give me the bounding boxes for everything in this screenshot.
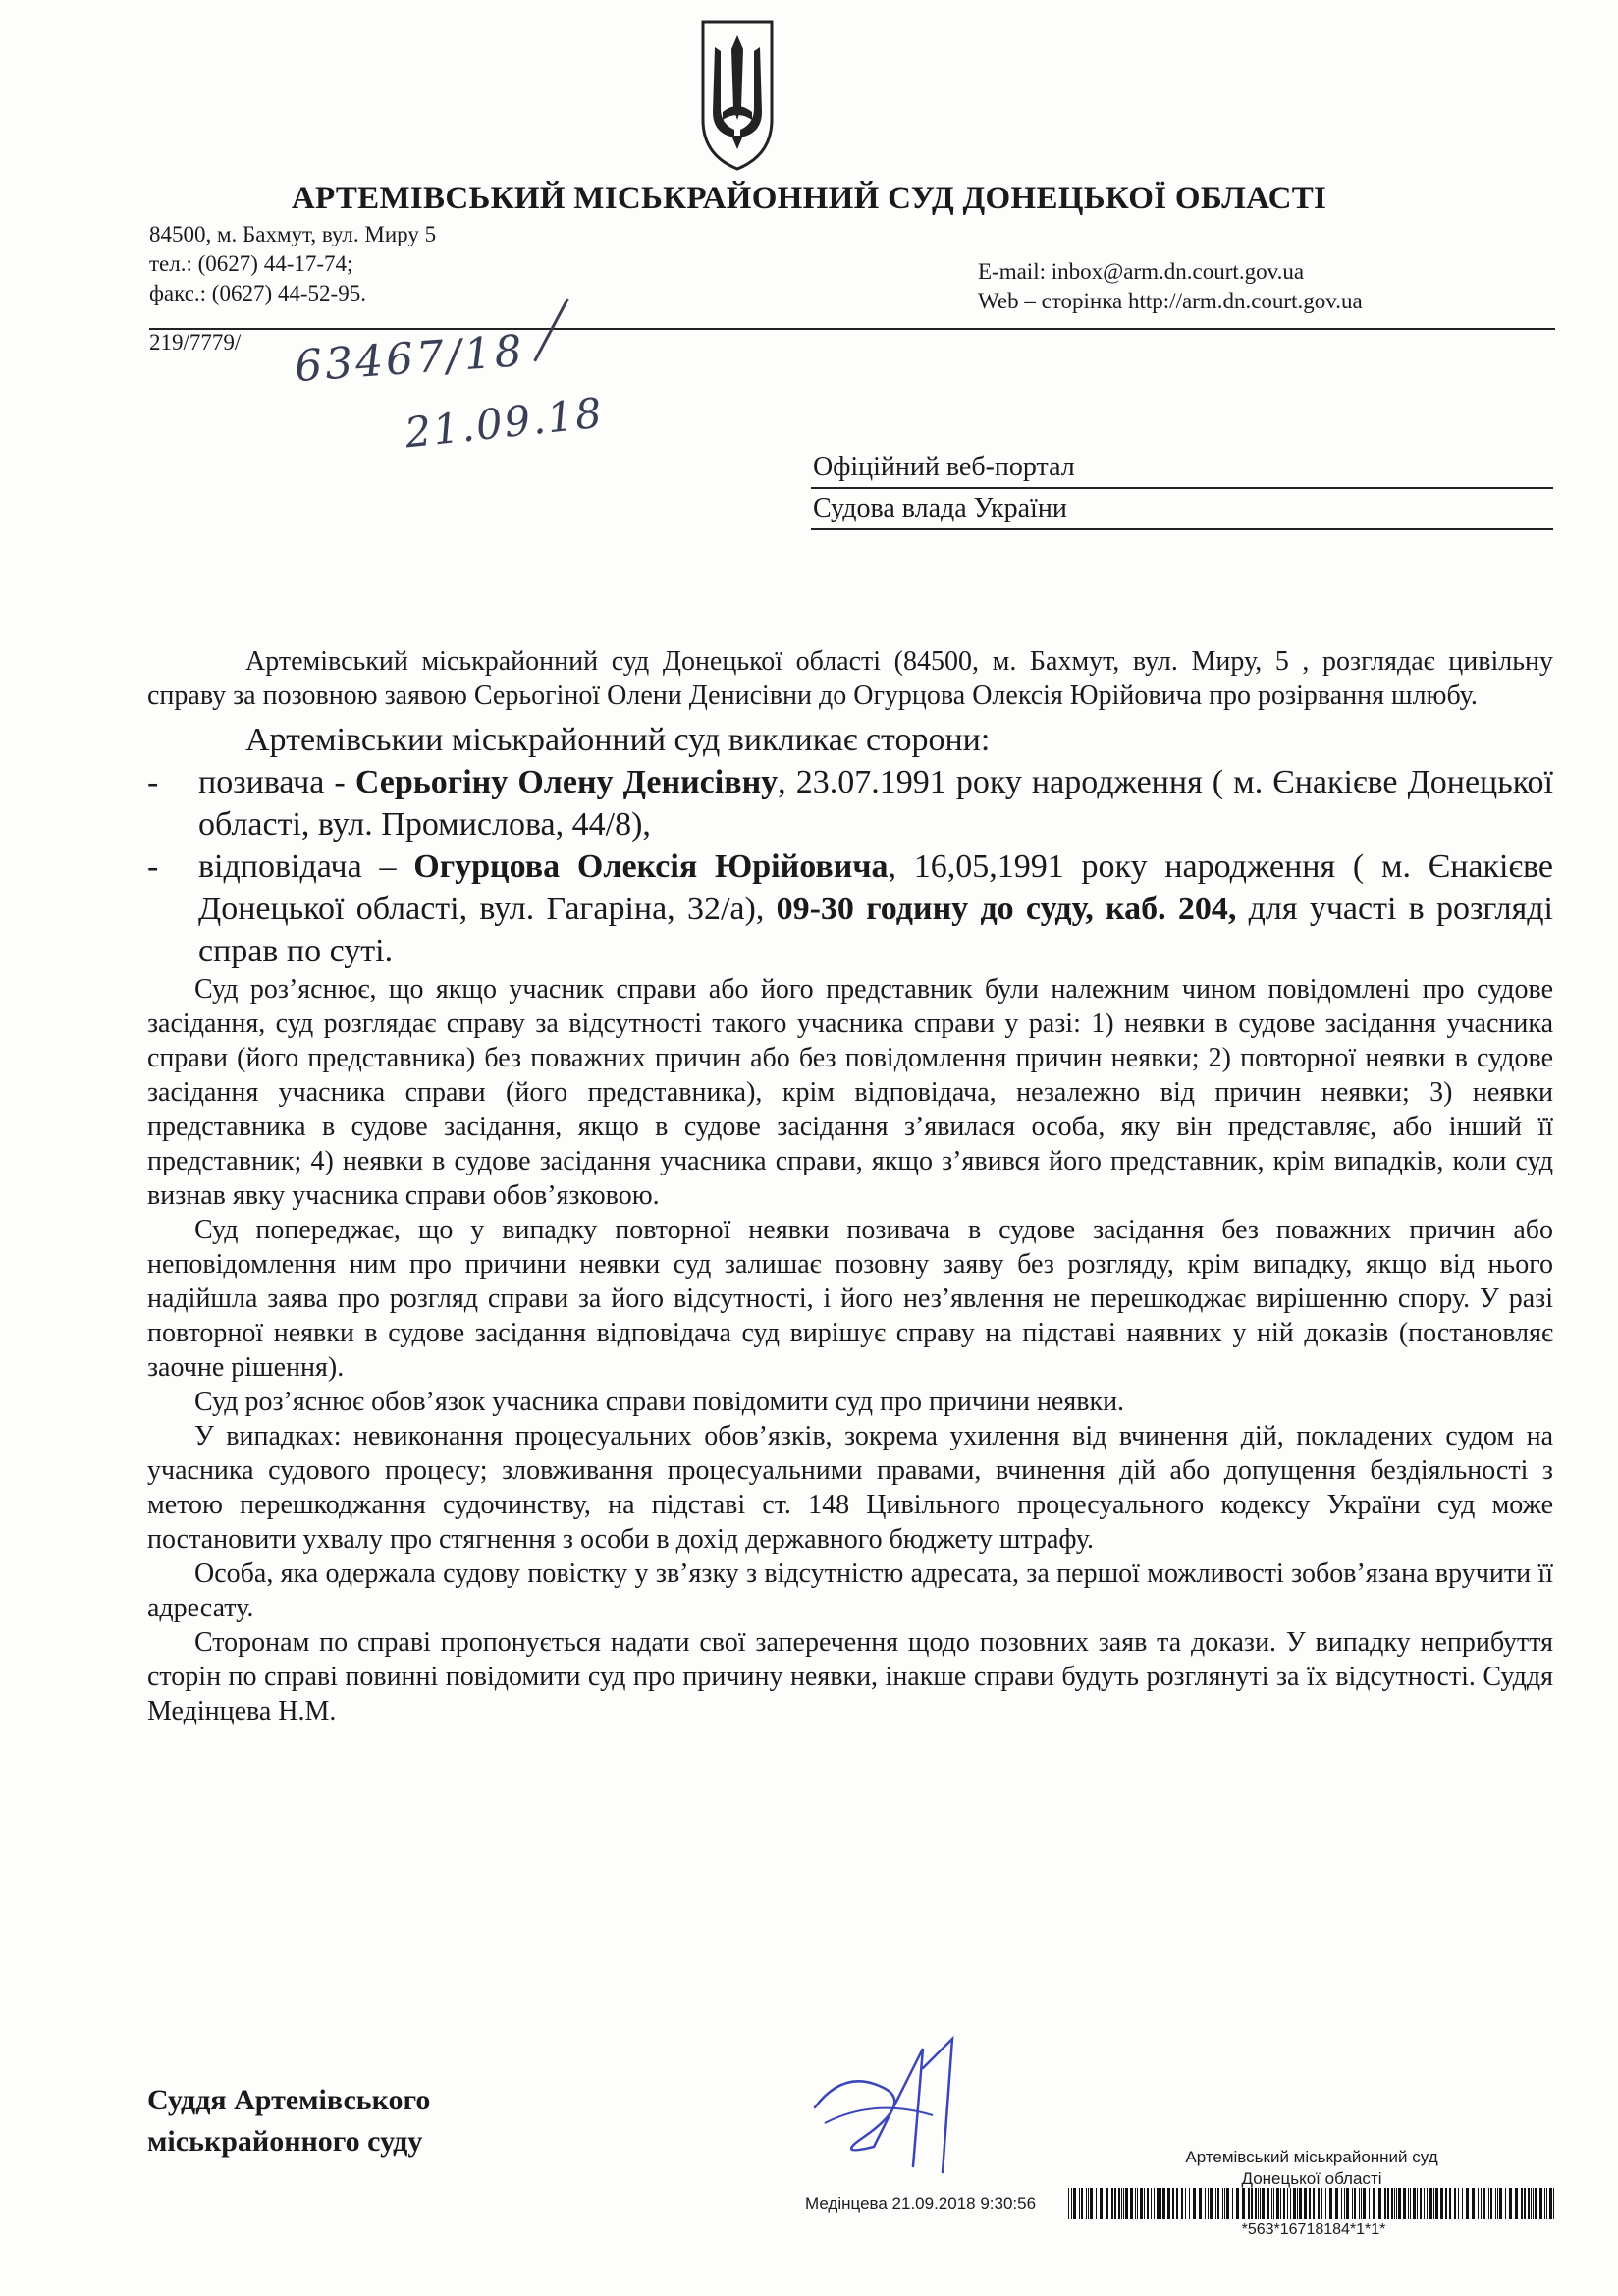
handwritten-signature: [805, 2029, 1001, 2176]
barcode-bar: [1147, 2188, 1149, 2219]
court-address: 84500, м. Бахмут, вул. Миру 5: [149, 222, 437, 246]
court-email: E-mail: inbox@arm.dn.court.gov.ua: [978, 259, 1305, 284]
barcode-bar: [1344, 2188, 1345, 2219]
barcode-bar: [1144, 2188, 1145, 2219]
clarification-paragraph: Суд роз’яснює, що якщо учасник справи або його представник були належним чином повідомлені про судове засідання, суд розглядає справу за відсутності такого учасника справи у разі: 1) неявки в судове засідання учасника справи (його представника) без поважних причин або без повідомлення причин неявки; 2) повторної неявки в судове засідання учасника справи (його представника), крім відповідача, незалежно від причин неявки; 3) неявки представника в судове засідання, якщо в судове засідання з’явилася особа, яку він представляє, або інший її представник; 4) неявки в судове засідання учасника справи, якщо з’явився його представник, крім випадків, коли суд визнав явку учасника справи обов’язковою.: [147, 974, 1553, 1211]
barcode-bar: [1429, 2188, 1432, 2219]
barcode-bar: [1361, 2188, 1362, 2219]
barcode-bar: [1114, 2188, 1116, 2219]
barcode-bar: [1515, 2188, 1518, 2219]
barcode-bar: [1378, 2188, 1381, 2219]
barcode-bar: [1106, 2188, 1108, 2219]
warning-paragraph: Суд попереджає, що у випадку повторної неявки позивача в судове засідання без поважних причин або неповідомлення ним про причини неявки суд залишає позовну заяву без розгляду, крім випадку, якщо від нього надійшла заява про розгляд справи за його відсутності, і його нез’явлення не перешкоджає вирішенню спору. У разі повторної неявки в судове засідання відповідача суд вирішує справу на підставі наявних у ній доказів (постановляє заочне рішення).: [147, 1215, 1553, 1383]
e-signature-court-stamp: [1125, 2147, 1498, 2190]
barcode-bar: [1154, 2188, 1155, 2219]
barcode-bar: [1222, 2188, 1223, 2219]
barcode-bar: [1497, 2188, 1498, 2219]
stamp-court-line-1: Артемівський міськрайонний суд: [1185, 2148, 1438, 2166]
barcode-bar: [1189, 2188, 1190, 2219]
barcode-bar: [1313, 2188, 1315, 2219]
barcode-bar: [1100, 2188, 1103, 2219]
hearing-time: 09-30 годину до суду, каб. 204,: [776, 891, 1237, 927]
judge-signature-label: [147, 2080, 430, 2162]
barcode-bar: [1309, 2188, 1311, 2219]
barcode-bar: [1205, 2188, 1206, 2219]
barcode-bar: [1546, 2188, 1547, 2219]
notice-body: [147, 644, 1553, 1728]
barcode-bar: [1394, 2188, 1395, 2219]
barcode-bar: [1118, 2188, 1120, 2219]
barcode-bar: [1199, 2188, 1202, 2219]
judge-title-line-2: міськрайонного суду: [147, 2125, 423, 2158]
barcode-bar: [1242, 2188, 1245, 2219]
handwritten-date: 21.09.18: [402, 388, 607, 458]
barcode-bar: [1417, 2188, 1418, 2219]
barcode-bar: [1318, 2188, 1320, 2219]
barcode-bar: [1226, 2188, 1229, 2219]
barcode-bar: [1090, 2188, 1093, 2219]
barcode-bar: [1539, 2188, 1542, 2219]
barcode-bar: [1346, 2188, 1349, 2219]
barcode-bar: [1531, 2188, 1532, 2219]
barcode-bar: [1427, 2188, 1428, 2219]
barcode-bar: [1373, 2188, 1375, 2219]
barcode-bar: [1079, 2188, 1080, 2219]
party-plaintiff-text: [198, 761, 1553, 846]
barcode-bar: [1208, 2188, 1209, 2219]
barcode-bar: [1162, 2188, 1165, 2219]
defendant-details: , 16,05,1991 року народження ( м. Єнакієве Донецької області, вул. Гагаріна, 32/а),: [198, 848, 1553, 927]
barcode-bar: [1271, 2188, 1272, 2219]
court-phone: тел.: (0627) 44-17-74;: [149, 251, 353, 276]
barcode-bar: [1185, 2188, 1186, 2219]
barcode-bar: [1449, 2188, 1451, 2219]
barcode-bar: [1125, 2188, 1128, 2219]
barcode-bar: [1283, 2188, 1285, 2219]
barcode-bar: [1549, 2188, 1552, 2219]
barcode-bar: [1273, 2188, 1274, 2219]
barcode-bar: [1068, 2188, 1069, 2219]
barcode-bar: [1445, 2188, 1447, 2219]
barcode-bar: [1329, 2188, 1332, 2219]
barcode-bar: [1325, 2188, 1326, 2219]
barcode-bar: [1258, 2188, 1259, 2219]
barcode-bar: [1111, 2188, 1113, 2219]
barcode-bar: [1157, 2188, 1160, 2219]
barcode-bar: [1403, 2188, 1406, 2219]
party-role: відповідача –: [198, 848, 414, 885]
barcode-bar: [1135, 2188, 1136, 2219]
barcode-bar: [1267, 2188, 1269, 2219]
barcode-bar: [1181, 2188, 1183, 2219]
barcode-bar: [1363, 2188, 1366, 2219]
barcode-bar: [1193, 2188, 1196, 2219]
header-divider: [149, 328, 1555, 330]
barcode-bar: [1151, 2188, 1152, 2219]
barcode-bar: [1335, 2188, 1338, 2219]
barcode-bar: [1410, 2188, 1411, 2219]
barcode-bar: [1086, 2188, 1087, 2219]
party-role: позивача -: [198, 764, 355, 800]
barcode-bar: [1490, 2188, 1492, 2219]
delivery-paragraph: Особа, яка одержала судову повістку у зв’язку з відсутністю адресата, за першої можливості зобов’язана вручити її адресату.: [147, 1558, 1553, 1623]
coat-of-arms-emblem: [699, 18, 776, 173]
barcode-bar: [1081, 2188, 1083, 2219]
party-defendant: [147, 846, 1553, 972]
outgoing-reference-number: 219/7779/: [149, 330, 242, 355]
barcode-bar: [1505, 2188, 1506, 2219]
barcode-bar: [1341, 2188, 1342, 2219]
defendant-name: Огурцова Олексія Юрійовича: [413, 848, 889, 885]
barcode-bar: [1287, 2188, 1288, 2219]
plaintiff-details: , 23.07.1991 року народження ( м. Єнакієве Донецької області, вул. Промислова, 44/8),: [198, 764, 1553, 843]
barcode-bar: [1499, 2188, 1502, 2219]
barcode-bar: [1391, 2188, 1393, 2219]
barcode-bar: [1297, 2188, 1298, 2219]
handwritten-reference-number: 63467/18: [293, 325, 527, 393]
barcode-bar: [1251, 2188, 1253, 2219]
addressee-line-1: Офіційний веб-портал: [811, 448, 1553, 489]
barcode-bar: [1167, 2188, 1170, 2219]
barcode-bar: [1215, 2188, 1216, 2219]
barcode-bar: [1481, 2188, 1482, 2219]
barcode-bar: [1509, 2188, 1512, 2219]
barcode-bar: [1435, 2188, 1438, 2219]
court-title: АРТЕМІВСЬКИЙ МІСЬКРАЙОННИЙ СУД ДОНЕЦЬКОЇ ОБЛАСТІ: [291, 181, 1327, 216]
barcode-bar: [1488, 2188, 1489, 2219]
barcode-bar: [1130, 2188, 1133, 2219]
addressee-block: [811, 448, 1553, 530]
barcode-bar: [1420, 2188, 1422, 2219]
intro-paragraph: Артемівський міськрайонний суд Донецької області (84500, м. Бахмут, вул. Миру, 5 , розглядає цивільну справу за позовною заявою Серьогіної Олени Денисівни до Огурцова Олексія Юрійовича про розірвання шлюбу.: [147, 646, 1553, 711]
barcode-bar: [1352, 2188, 1353, 2219]
party-defendant-text: [198, 846, 1553, 972]
barcode-bar: [1248, 2188, 1250, 2219]
barcode-bar: [1293, 2188, 1296, 2219]
barcode-bar: [1172, 2188, 1174, 2219]
barcode-bar: [1210, 2188, 1213, 2219]
court-contacts-left: [149, 220, 436, 308]
barcode-bar: [1462, 2188, 1463, 2219]
barcode-bar: [1280, 2188, 1281, 2219]
barcode-bar: [1387, 2188, 1389, 2219]
judge-title-line-1: Суддя Артемівського: [147, 2084, 431, 2116]
barcode-bar: [1160, 2188, 1161, 2219]
barcode-bar: [1472, 2188, 1475, 2219]
barcode-bar: [1224, 2188, 1225, 2219]
barcode-bar: [1384, 2188, 1386, 2219]
obligation-paragraph: Суд роз’яснює обов’язок учасника справи повідомити суд про причини неявки.: [194, 1387, 1125, 1417]
barcode-bar: [1176, 2188, 1178, 2219]
barcode-bar: [1533, 2188, 1534, 2219]
barcode-bar: [1433, 2188, 1434, 2219]
barcode-bar: [1454, 2188, 1456, 2219]
barcode-bar: [1524, 2188, 1526, 2219]
e-signature-timestamp: Медінцева 21.09.2018 9:30:56: [805, 2194, 1037, 2213]
barcode-bar: [1137, 2188, 1138, 2219]
barcode-bar: [1553, 2188, 1554, 2219]
barcode-bar: [1440, 2188, 1443, 2219]
court-website: Web – сторінка http://arm.dn.court.gov.ua: [978, 289, 1363, 313]
barcode-bar: [1071, 2188, 1072, 2219]
barcode-bar: [1413, 2188, 1416, 2219]
barcode-bar: [1369, 2188, 1370, 2219]
barcode-bar: [1408, 2188, 1409, 2219]
summon-heading: Артемівськии міськрайонний суд викликає сторони:: [245, 722, 991, 758]
party-plaintiff: [147, 761, 1553, 846]
barcode-bar: [1140, 2188, 1143, 2219]
barcode-bar: [1096, 2188, 1097, 2219]
barcode-bar: [1535, 2188, 1537, 2219]
barcode-bar: [1073, 2188, 1076, 2219]
barcode-bar: [1521, 2188, 1523, 2219]
stamp-court-line-2: Донецької області: [1241, 2169, 1382, 2188]
barcode-bar: [1396, 2188, 1397, 2219]
barcode-bar: [1466, 2188, 1469, 2219]
barcode-bar: [1495, 2188, 1496, 2219]
plaintiff-name: Серьогіну Олену Денисівну: [354, 764, 779, 800]
barcode-bar: [1276, 2188, 1279, 2219]
court-contacts-right: [978, 257, 1363, 316]
barcode-bar: [1359, 2188, 1360, 2219]
barcode-bar: [1354, 2188, 1356, 2219]
closing-paragraph: Сторонам по справі пропонується надати свої заперечення щодо позовних заяв та докази. У випадку неприбуття сторін по справі повинні повідомити суд про причину неявки, інакше справи будуть розглянуті за їх відсутності. Суддя Медінцева Н.М.: [147, 1627, 1553, 1726]
list-dash: -: [147, 848, 159, 885]
barcode-bar: [1398, 2188, 1401, 2219]
barcode-bar: [1290, 2188, 1291, 2219]
barcode-bar: [1088, 2188, 1089, 2219]
barcode-bar: [1544, 2188, 1545, 2219]
list-dash: -: [147, 764, 159, 800]
barcode-bar: [1236, 2188, 1239, 2219]
barcode-bar: [1528, 2188, 1530, 2219]
addressee-line-2: Судова влада України: [811, 489, 1553, 530]
barcode-bar: [1321, 2188, 1322, 2219]
barcode-bar: [1217, 2188, 1219, 2219]
barcode-bar: [1424, 2188, 1425, 2219]
document-barcode: [1068, 2188, 1559, 2219]
barcode-bar: [1123, 2188, 1124, 2219]
barcode-bar: [1255, 2188, 1257, 2219]
barcode-bar: [1304, 2188, 1307, 2219]
handwritten-stroke: [533, 299, 568, 362]
barcode-bar: [1299, 2188, 1302, 2219]
barcode-caption: *563*16718184*1*1*: [1241, 2221, 1386, 2238]
barcode-bar: [1458, 2188, 1459, 2219]
barcode-bar: [1260, 2188, 1261, 2219]
barcode-bar: [1232, 2188, 1233, 2219]
barcode-bar: [1478, 2188, 1479, 2219]
barcode-bar: [1121, 2188, 1122, 2219]
barcode-bar: [1262, 2188, 1265, 2219]
barcode-bar: [1483, 2188, 1485, 2219]
penalty-paragraph: У випадках: невиконання процесуальних обов’язків, зокрема ухилення від вчинення дій, покладених судом на учасника судового процесу; зловживання процесуальними правами, вчинення дій або допущення бездіяльності з метою перешкоджання судочинству, на підставі ст. 148 Цивільного процесуального кодексу України суд може постановити ухвалу про стягнення з особи в дохід державного бюджету штрафу.: [147, 1421, 1553, 1555]
court-fax: факс.: (0627) 44-52-95.: [149, 281, 366, 305]
hearing-purpose: для участі в розгляді справ по суті.: [198, 891, 1554, 969]
